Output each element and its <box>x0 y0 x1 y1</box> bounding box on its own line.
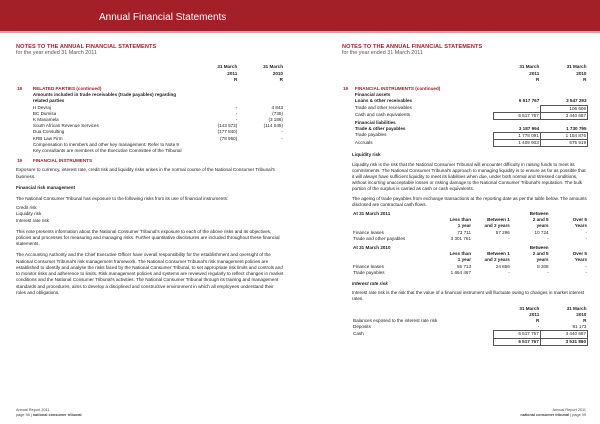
footer-right: Annual Report 2011 national consumer tribunal | page 99 <box>520 408 586 417</box>
note-title: FINANCIAL INSTRUMENTS (continued) <box>354 86 441 92</box>
table-row: Trade and other payables 3 301 761 - - - <box>353 235 587 241</box>
note19-intro: Exposure to currency, interest rate, credit risk and liquidity risks arises in the normal course of the National Consumer Tribunal's business. <box>16 167 275 179</box>
footer-right-page: page 99 <box>572 413 586 417</box>
ir-intro: Balances exposed to the interest rate risk <box>353 318 438 324</box>
fa-title: Financial assets <box>354 92 391 98</box>
footer-right-report: Annual Report 2011 <box>552 408 586 412</box>
ageing-table-2011: At 31 March 2011 Between Less than Between 1 2 and 5 Over 5 1 year and 2 years years Years Finance leases 73 711 57 296 10 724 - Trade and other payables 3 301 761 - - - At 31 March 2010 Between Less than Between 1 2 and 5 Over 5 1 year and 2 years years Years Finance leases 55 713 24 856 8 208 - Trade payables 1 864 467 - - - <box>353 210 587 275</box>
risk-list <box>16 205 284 224</box>
table-row: Deposits - 91 173 <box>353 324 587 330</box>
frm-paragraph-2: This note presents information about the National Consumer Tribunal's exposure to each of the above risks and its objectives, policies and processes for measuring and managing risks. Further quantitative disclosures are included throughout these financial statements. <box>16 228 280 247</box>
list-item: Liquidity risk <box>16 211 42 217</box>
col-2011-b: 2011 <box>227 70 238 76</box>
footer-right-org: national consumer tribunal <box>520 413 570 417</box>
note18-number: 18 <box>17 86 23 92</box>
frm-paragraph-3: The Accounting Authority and the Chief Executive Officer have overall responsibility for the establishment and oversight of the National Consumer Tribunal's risk management framework. The National Consumer Tribunal's risk management policies are established to identify and analyse the risks faced by the National Consumer Tribunal, to set appropriate risk limits and controls and to monitor risks and adherence to limits. Risk management policies and systems are reviewed regularly to reflect changes in market conditions and the National Consumer Tribunal's activities. The National Consumer Tribunal through its training and management standards and procedures, aims to develop a disciplined and constructive environment in which all employees understand their roles and obligations. <box>16 252 284 295</box>
right-heading: NOTES TO THE ANNUAL FINANCIAL STATEMENTS <box>342 44 483 50</box>
right-subheading: for the year ended 31 March 2011 <box>342 50 423 57</box>
table-row: K Manamela - (3 186) <box>32 117 283 123</box>
liquidity-paragraph-1: Liquidity risk is the risk that the National Consumer Tribunal will encounter difficulty in raising funds to meet its commitments. The National Consumer Tribunal's approach to managing liquidity is to ensure as far as possible that it will always have sufficient liquidity to meet its liabilities when due, under both normal and stressed conditions, without incurring unacceptable losses or risking damage to the National Consumer Tribunal's reputation. The bulk portion of the surplus is carried as cash or cash equivalents. <box>352 161 586 192</box>
list-item: Interest rate risk <box>16 217 49 223</box>
footer-left-page: page 98 <box>16 413 30 417</box>
col-2010-b: 2010 <box>272 70 283 76</box>
liquidity-title: Liquidity risk <box>352 152 381 158</box>
table-row: Accruals 1 409 903 575 919 <box>354 139 586 146</box>
note19-number: 19 <box>17 158 23 164</box>
table-row: BC Dumisa - (735) <box>32 110 283 116</box>
note19-title: FINANCIAL INSTRUMENTS <box>32 158 93 164</box>
header-title: Annual Financial Statements <box>99 12 227 23</box>
frm-intro: The National Consumer Tribunal has exposure to the following risks from its use of financial instruments: <box>16 196 229 202</box>
table-row: Finance leases 55 713 24 856 8 208 - <box>353 263 587 269</box>
header-bar <box>0 0 600 31</box>
table-row: Trade payables 1 778 091 1 154 876 <box>354 132 586 138</box>
total-row: 6 517 767 3 531 860 <box>352 338 588 345</box>
list-item: Credit risk <box>16 205 37 211</box>
table-row: Trade payables 1 864 467 - - - <box>353 269 587 275</box>
table-row: Trade & other payables 3 187 994 1 730 795 <box>354 125 587 131</box>
note-number: 19 <box>343 86 349 92</box>
interest-rate-title: Interest rate risk <box>352 281 388 286</box>
table-row: Finance leases 73 711 57 296 10 724 - <box>353 229 587 235</box>
footer-left-org: national consumer tribunal <box>32 413 82 417</box>
interest-rate-paragraph: Interest rate risk is the risk that the value of a financial instrument will fluctuate owing to changes in market interest rates. <box>352 290 585 302</box>
header-divider <box>0 31 600 33</box>
col-2010-c: R <box>279 76 283 82</box>
col-2011-c: R <box>233 76 238 82</box>
table-row: Cash and cash equivalents 6 517 767 3 440 687 <box>354 112 586 118</box>
left-subheading: for the year ended 31 March 2011 <box>16 50 97 57</box>
left-heading: NOTES TO THE ANNUAL FINANCIAL STATEMENTS <box>16 44 157 50</box>
footer-left: Annual Report 2011 page 98 | national consumer tribunal <box>16 408 82 417</box>
related-parties-table <box>16 64 284 164</box>
right-page-column <box>342 44 588 346</box>
fin-instruments-table: 31 March 31 March 2011 2010 R R 19 FINANCIAL INSTRUMENTS (continued) Financial assets Loans & other receivables 6 517 767 3 547 293 Trade and other receivables - 106 606 Cash and cash equivalents 6 517 767 3 440 687 Financial liabilities Trade & other payables 3 187 994 1 730 795 Trade payables 1 778 091 1 154 876 Accruals 1 409 903 575 919 <box>343 64 587 146</box>
table-row: South African Revenue Services (143 573) (114 045) <box>32 123 283 129</box>
col-2010-a: 31 March <box>263 64 283 70</box>
interest-rate-table: 31 March 31 March 2011 2010 Balances exposed to the interest rate risk R R Deposits - 91 173 Cash 6 517 767 3 440 687 6 517 767 3 531 860 <box>353 305 587 344</box>
fl-title: Financial liabilities <box>354 119 396 125</box>
footer-left-report: Annual Report 2011 <box>16 408 50 412</box>
table-row: H Devraj - 4 843 <box>32 104 283 110</box>
page-header <box>0 0 600 34</box>
table-row: KRB Law Firm (78 950) - <box>32 135 283 141</box>
rp-note-1: Compensation to members and other key management: Refer to Note 9 <box>32 141 179 147</box>
rp-note-2: Key consultants are members of the Executive Committee of the Tribunal <box>32 148 182 154</box>
note18-title: RELATED PARTIES (continued) <box>32 86 102 92</box>
table-row: Dua Consulting (177 840) - <box>32 129 283 135</box>
table-row: Loans & other receivables 6 517 767 3 547 293 <box>354 98 587 104</box>
note18-intro: Amounts included in trade receivables (trade payables) regarding related parties <box>32 92 177 104</box>
frm-title: Financial risk management <box>16 184 75 190</box>
note19-title-row <box>16 158 284 164</box>
table-row: Trade and other receivables - 106 606 <box>354 105 586 111</box>
col-2011-a: 31 March <box>217 64 238 70</box>
liquidity-paragraph-2: The ageing of trade payables from exchange transactions at the reporting date as per the table below. The amounts disclosed are contractual cash flows. <box>352 195 587 207</box>
table-row: Cash 6 517 767 3 440 687 <box>353 330 586 337</box>
left-page-column <box>16 44 284 299</box>
